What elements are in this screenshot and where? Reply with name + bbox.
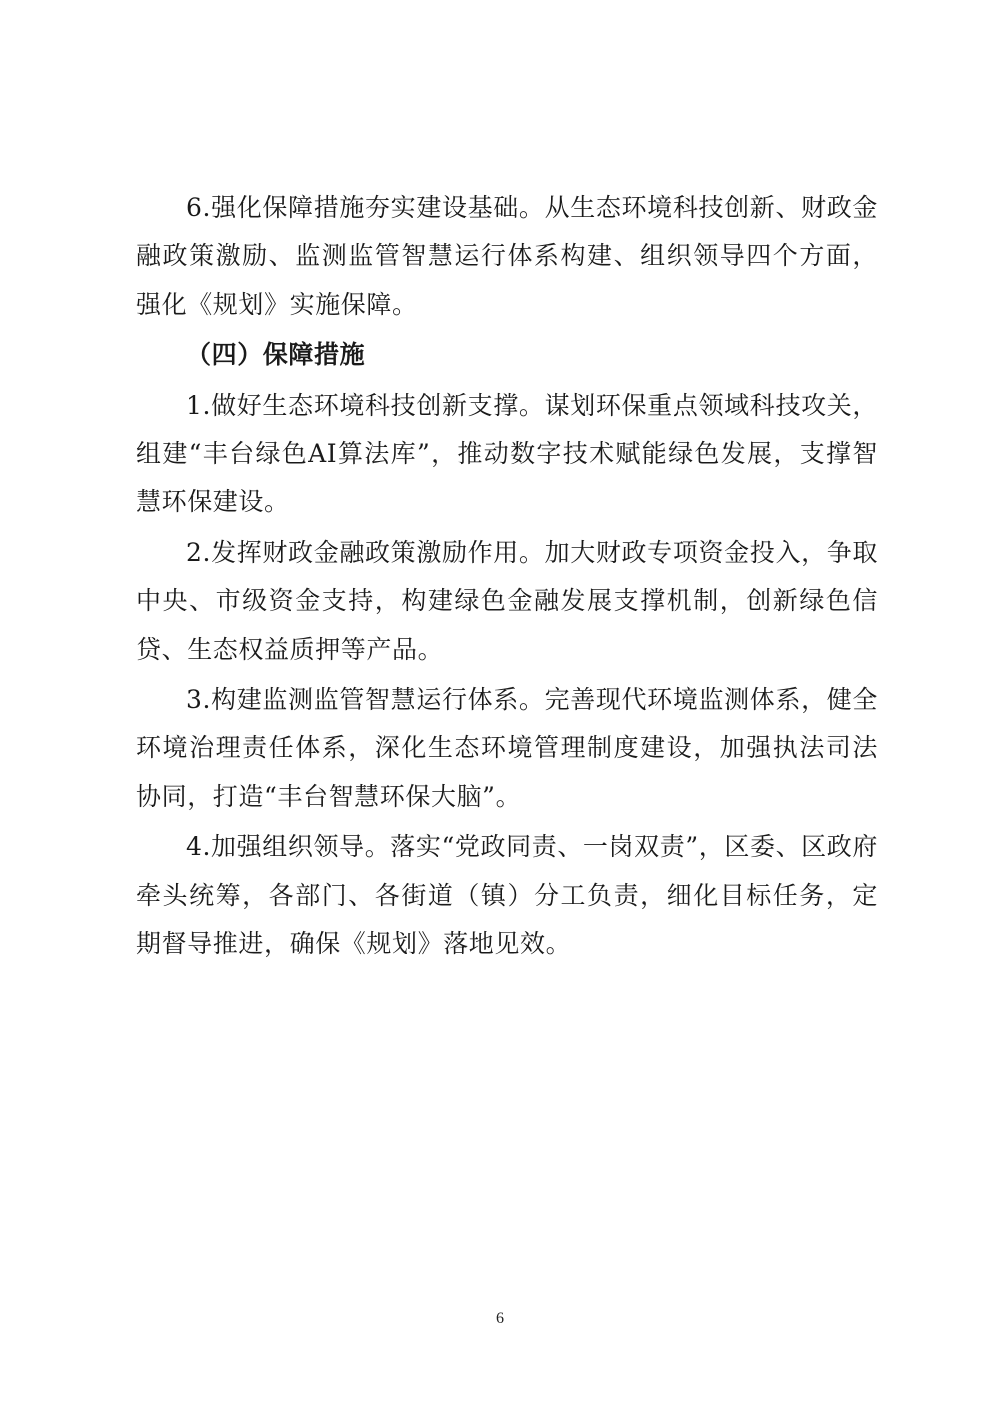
document-body: [136, 184, 878, 971]
paragraph-item-6: 6.强化保障措施夯实建设基础。从生态环境科技创新、财政金融政策激励、监测监管智慧运行体系构建、组织领导四个方面，强化《规划》实施保障。: [136, 193, 878, 319]
section-heading: （四）保障措施: [186, 340, 366, 370]
measure-item-2: 2.发挥财政金融政策激励作用。加大财政专项资金投入，争取中央、市级资金支持，构建绿色金融发展支撑机制，创新绿色信贷、生态权益质押等产品。: [136, 537, 878, 664]
measure-item-4: 4.加强组织领导。落实“党政同责、一岗双责”，区委、区政府牵头统筹，各部门、各街道（镇）分工负责，细化目标任务，定期督导推进，确保《规划》落地见效。: [136, 832, 878, 959]
page-number: 6: [496, 1310, 504, 1327]
measure-item-1: 1.做好生态环境科技创新支撑。谋划环保重点领域科技攻关，组建“丰台绿色AI算法库”，推动数字技术赋能绿色发展，支撑智慧环保建设。: [136, 390, 878, 517]
measure-item-3: 3.构建监测监管智慧运行体系。完善现代环境监测体系，健全环境治理责任体系，深化生态环境管理制度建设，加强执法司法协同，打造“丰台智慧环保大脑”。: [136, 685, 878, 811]
